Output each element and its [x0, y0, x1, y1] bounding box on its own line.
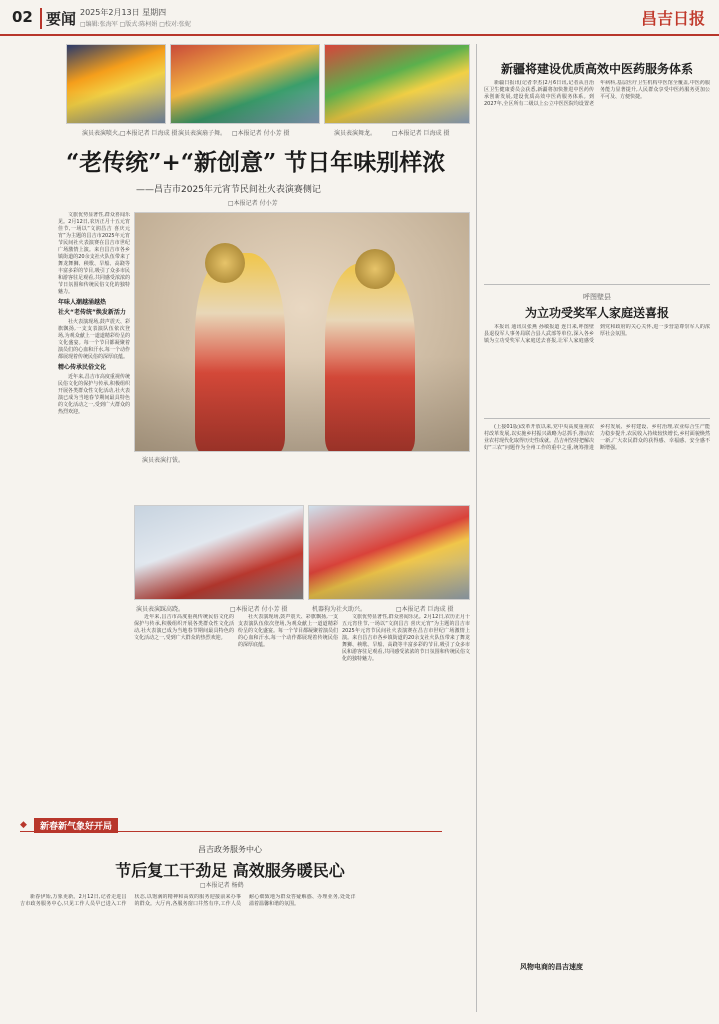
stilts-caption: 演员表演踩高跷。	[136, 606, 185, 613]
banner-label: 新春新气象好开局	[34, 818, 118, 833]
cymbal-left	[205, 243, 245, 283]
robot-dog-caption: 机器狗为社火助兴。	[312, 606, 367, 613]
top-photo-dragon	[324, 44, 470, 124]
continuation-text-3: 文旅优势显著性,群众喜闻乐见。2月12日,农历正月十五元宵佳节,一场以“文润昌吉 喜庆元宵”为主题的昌吉市2025年元宵节民间社火表演赛在昌吉市世纪广场激情上演。来自昌吉市各乡镇街道的20余支社火队伍带来了舞龙舞狮、秧歌、旱船、高跷等丰富多彩的节目,吸引了众多市民和游客驻足观看,共同感受浓浓的节日氛围和传统民俗文化的独特魅力。	[342, 614, 470, 662]
column-divider	[476, 44, 477, 1012]
stilts-credit: □本报记者 付小芳 摄	[230, 606, 288, 613]
page-number: 02	[12, 8, 33, 26]
bottom-story-kicker: 昌吉政务服务中心	[198, 845, 262, 854]
right-story1-headline: 新疆将建设优质高效中医药服务体系	[500, 62, 693, 76]
top-photo-caption-1: 演员表演喷火。	[82, 130, 125, 137]
main-story-column-4	[342, 614, 470, 810]
top-photo-caption-2: 演员表演扇子舞。	[178, 130, 227, 137]
bottom-story-paragraph: 新春伊始,万象更新。2月12日,记者走进昌吉市政务服务中心,只见工作人员早已进入工作状态,以饱满的精神和高效的服务迎接前来办事的群众。大厅内,各服务窗口井然有序,工作人员耐心细致地为群众答疑解惑、办理业务,处处洋溢着温馨和谐的氛围。	[20, 894, 356, 907]
performer-right	[325, 263, 415, 452]
banner-marker-icon: ◆	[20, 820, 27, 830]
bottom-story-headline: 节后复工干劲足 高效服务暖民心	[115, 861, 345, 880]
bottom-story-byline: □本报记者 杨鹤	[200, 882, 244, 889]
stilts-photo	[134, 505, 304, 600]
top-photo-fire	[66, 44, 166, 124]
section2-text: 近年来,昌吉市高度重视传统民俗文化的保护与传承,积极组织开展各类群众性文化活动,社火表演已成为当地春节期间最具特色的文化活动之一,受到广大群众的热烈欢迎。	[58, 374, 130, 415]
editorial-staff: □编辑:张海军 □版式:陈柯娟 □校对:张妮	[80, 21, 191, 28]
main-byline: □本报记者 付小芳	[228, 200, 278, 207]
performer-left	[195, 253, 285, 452]
cymbal-performers-photo	[134, 212, 470, 452]
right-story2-text	[484, 324, 710, 414]
issue-date: 2025年2月13日 星期四	[80, 8, 167, 17]
right-story2-paragraph: 本报讯 通讯员张燕 孙敏报道 连日来,呼图壁县退役军人事务局联合县人武部等单位,深入各乡镇为立功受奖军人家庭送去喜报,让军人家庭感受到党和政府的关心关怀,进一步营造尊崇军人的浓厚社会氛围。	[484, 324, 710, 344]
continuation-text-2: 社火表演现场,鼓声震天、彩旗飘扬,一支支表演队伍依次登场,为观众献上一道道精彩纷呈的文化盛宴。每一个节目都凝聚着演员们的心血和汗水,每一个动作都展现着传统民俗的深厚底蕴。	[238, 614, 338, 648]
right-divider-2	[484, 418, 710, 419]
top-photo-credit-2: □本报记者 付小芳 摄	[232, 130, 290, 137]
top-photo-credit-3: □本报记者 巨海成 摄	[392, 130, 450, 137]
continuation-text-1: 近年来,昌吉市高度重视传统民俗文化的保护与传承,积极组织开展各类群众性文化活动,社火表演已成为当地春节期间最具特色的文化活动之一,受到广大群众的热烈欢迎。	[134, 614, 234, 641]
masthead	[0, 0, 719, 36]
right-story1-paragraph: 新疆日报讯(记者李杰)2月6日讯,记者从自治区卫生健康委员会获悉,新疆将加快推进中医药传承创新发展,建设优质高效中医药服务体系。到2027年,全区所有二级以上公立中医医院均设置老年病科,基层医疗卫生机构中医馆全覆盖,中医药服务能力显著提升,人民群众享受中医药服务更加公平可及、方便快捷。	[484, 80, 710, 107]
section-banner	[20, 818, 442, 832]
main-lead: 文旅优势显著性,群众喜闻乐见。2月12日,农历正月十五元宵佳节,一场以“文润昌吉 喜庆元宵”为主题的昌吉市2025年元宵节民间社火表演赛在昌吉市世纪广场激情上演。来自昌吉市各乡镇街道的20余支社火队伍带来了舞龙舞狮、秧歌、旱船、高跷等丰富多彩的节目,吸引了众多市民和游客驻足观看,共同感受浓浓的节日氛围和传统民俗文化的独特魅力。	[58, 212, 130, 295]
main-story-column	[58, 212, 130, 812]
main-story-column-3	[238, 614, 338, 810]
section1-subtitle: 社火“老传统”焕发新活力	[58, 309, 126, 316]
cymbal-right	[355, 249, 395, 289]
right-story3-paragraph: (上接01版)改革开放以来,党中央高度重视农村改革发展,以实施乡村振兴战略为总抓手,推动农业农村现代化取得历史性成就。昌吉州坚持把解决好“三农”问题作为全州工作的重中之重,统筹推进乡村发展、乡村建设、乡村治理,农业综合生产能力稳步提升,农民收入持续较快增长,乡村面貌焕然一新,广大农民群众的获得感、幸福感、安全感不断增强。	[484, 424, 710, 451]
main-subhead: ——昌吉市2025年元宵节民间社火表演赛侧记	[136, 185, 321, 195]
top-photo-fan-dance	[170, 44, 320, 124]
right-story1-text	[484, 80, 710, 280]
cymbal-photo-caption: 演员表演打钹。	[142, 457, 185, 464]
main-headline: “老传统”+“新创意” 节日年味别样浓	[66, 149, 446, 176]
top-photo-caption-3: 演员表演舞龙。	[334, 130, 377, 137]
section-name: 要闻	[40, 8, 76, 29]
newspaper-logo: 昌吉日报	[640, 9, 705, 28]
bottom-story-text	[20, 894, 470, 1014]
section2-title: 精心传承民俗文化	[58, 364, 107, 371]
right-story2-headline: 为立功受奖军人家庭送喜报	[524, 306, 669, 320]
robot-dog-credit: □本报记者 巨海成 摄	[396, 606, 454, 613]
robot-dog-photo	[308, 505, 470, 600]
right-divider-1	[484, 284, 710, 285]
right-story2-kicker: 呼图壁县	[583, 293, 611, 301]
section1-text: 社火表演现场,鼓声震天、彩旗飘扬,一支支表演队伍依次登场,为观众献上一道道精彩纷呈的文化盛宴。每一个节目都凝聚着演员们的心血和汗水,每一个动作都展现着传统民俗的深厚底蕴。	[58, 319, 130, 360]
section1-title: 年味人潮越涌越热	[58, 299, 107, 306]
top-photo-credit-1: □本报记者 巨海成 摄	[120, 130, 178, 137]
main-story-column-2	[134, 614, 234, 810]
right-story3-text	[484, 424, 710, 974]
right-story3-subtitle: 风物电商的昌吉速度	[520, 963, 583, 971]
